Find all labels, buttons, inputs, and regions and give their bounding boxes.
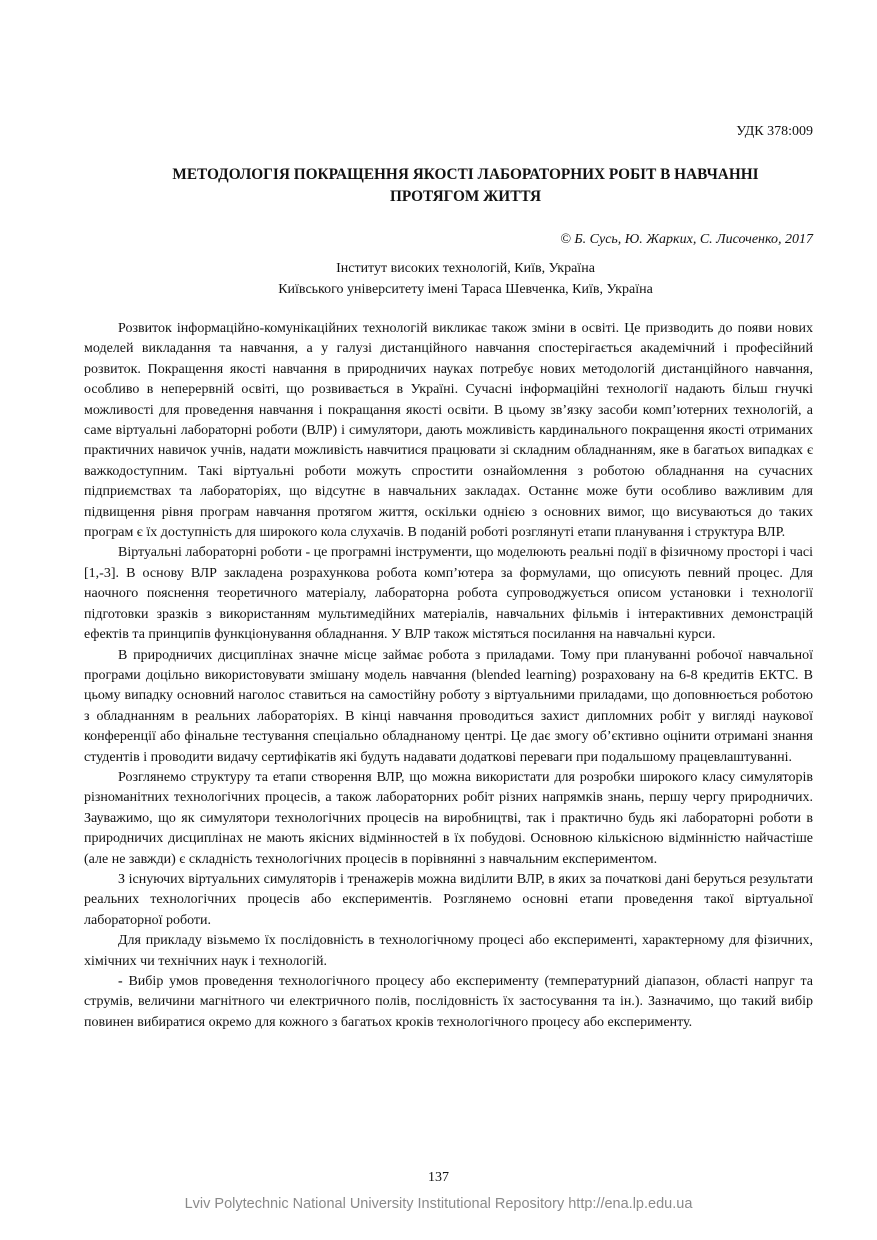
list-item-text: Вибір умов проведення технологічного процесу або експерименту (температурний діапазон, області напруг та струмів, величини магнітного чи електричного полів, послідовність їх застосування та ін.). Зазначимо, що такий вибір повинен вибиратися окремо для кожного з багатьох кроків технологічного процесу або експерименту. bbox=[84, 974, 813, 1030]
page-number: 137 bbox=[428, 1170, 449, 1185]
article-title bbox=[88, 164, 843, 208]
paragraph-1: Розвиток інформаційно-комунікаційних технологій викликає також зміни в освіті. Це призводить до появи нових моделей викладання та навчання, а у галузі дистанційного навчання спостерігається академічний і професійний розвиток. Покращення якості навчання в природничих науках потребує нових методологій дистанційного навчання, особливо в неперервній освіті, що розвивається в Україні. Сучасні інформаційні технології надають більш гнучкі можливості для проведення навчання і покращання якості освіти. В цьому зв’язку засоби комп’ютерних технологій, а саме віртуальні лабораторні роботи (ВЛР) і симулятори, дають можливість кардинального покращення якості отриманих практичних навичок учнів, надати можливість навчитися працювати зі складним обладнанням, яке в багатьох випадках є важкодоступним. Такі віртуальні роботи можуть спростити ознайомлення з роботою обладнання на сучасних підприємствах та лабораторіях, що відсутнє в навчальних закладах. Останнє може бути особливо важливим для підвищення рівня програм навчання протягом життя, оскільки однією з основних вимог, що висуваються до таких програм є їх доступність для широкого кола слухачів. В поданій роботі розглянуті етапи планування і структура ВЛР. bbox=[84, 321, 813, 541]
paragraph-2: Віртуальні лабораторні роботи - це програмні інструменти, що моделюють реальні події в фізичному просторі і часі [1,-3]. В основу ВЛР закладена розрахункова робота комп’ютера за формулами, що описують певний процес. Для наочного пояснення теоретичного матеріалу, лабораторна робота супроводжується описом установки і технології підготовки зразків з використанням мультимедійних матеріалів, навчальних фільмів і інтерактивних демонстрацій ефектів та принципів функціонування обладнання. У ВЛР також містяться посилання на навчальні курси. bbox=[84, 545, 813, 643]
article-body bbox=[84, 319, 813, 1033]
title-line-1: МЕТОДОЛОГІЯ ПОКРАЩЕННЯ ЯКОСТІ ЛАБОРАТОРНИХ РОБІТ В НАВЧАННІ bbox=[172, 166, 759, 183]
paragraph-3: В природничих дисциплінах значне місце займає робота з приладами. Тому при плануванні робочої навчальної програми доцільно використовувати змішану модель навчання (blended learning) розраховану на 6-8 кредитів ЕКТС. В цьому випадку основний наголос ставиться на самостійну роботу з віртуальними приладами, що доповнюється роботою з обладнанням в реальних лабораторіях. В кінці навчання проводиться захист дипломних робіт у вигляді наукової конференції або фінальне тестування спеціально обладнаному центрі. Це дає змогу об’єктивно оцінити отримані знання студентів і проводити видачу сертифікатів які будуть надавати додаткові переваги при подальшому працевлаштуванні. bbox=[84, 647, 813, 765]
authors-copyright: © Б. Сусь, Ю. Жарких, С. Лисоченко, 2017 bbox=[560, 232, 813, 247]
title-line-2: ПРОТЯГОМ ЖИТТЯ bbox=[389, 188, 542, 205]
list-item bbox=[84, 972, 813, 1033]
list-dash: - bbox=[118, 974, 123, 989]
affiliation-line-1: Інститут високих технологій, Київ, Україна bbox=[336, 261, 595, 276]
paragraph-5: З існуючих віртуальних симуляторів і тренажерів можна виділити ВЛР, в яких за початкові дані беруться результати реальних технологічних процесів або експериментів. Розглянемо основні етапи проведення такої віртуальної лабораторної роботи. bbox=[84, 871, 813, 928]
paragraph-4: Розглянемо структуру та етапи створення ВЛР, що можна використати для розробки широкого класу симуляторів різноманітних технологічних процесів, а також лабораторних робіт різних напрямків знань, першу чергу природничих. Зауважимо, що як симулятори технологічних процесів на виробництві, так і практично будь які лабораторні роботи в природничих дисциплінах не мають якісних відмінностей в їх побудові. Основною кількісною відмінністю найчастіше (але не завжди) є складність технологічних процесів в порівнянні з навчальним експериментом. bbox=[84, 769, 813, 867]
repository-footer: Lviv Polytechnic National University Institutional Repository http://ena.lp.edu.ua bbox=[184, 1196, 693, 1212]
udk-code: УДК 378:009 bbox=[736, 124, 813, 139]
affiliation-line-2: Київського університету імені Тараса Шевченка, Київ, Україна bbox=[278, 282, 653, 297]
paragraph-6: Для прикладу візьмемо їх послідовність в технологічному процесі або експерименті, характерному для фізичних, хімічних чи технічних наук і технологій. bbox=[84, 933, 813, 969]
